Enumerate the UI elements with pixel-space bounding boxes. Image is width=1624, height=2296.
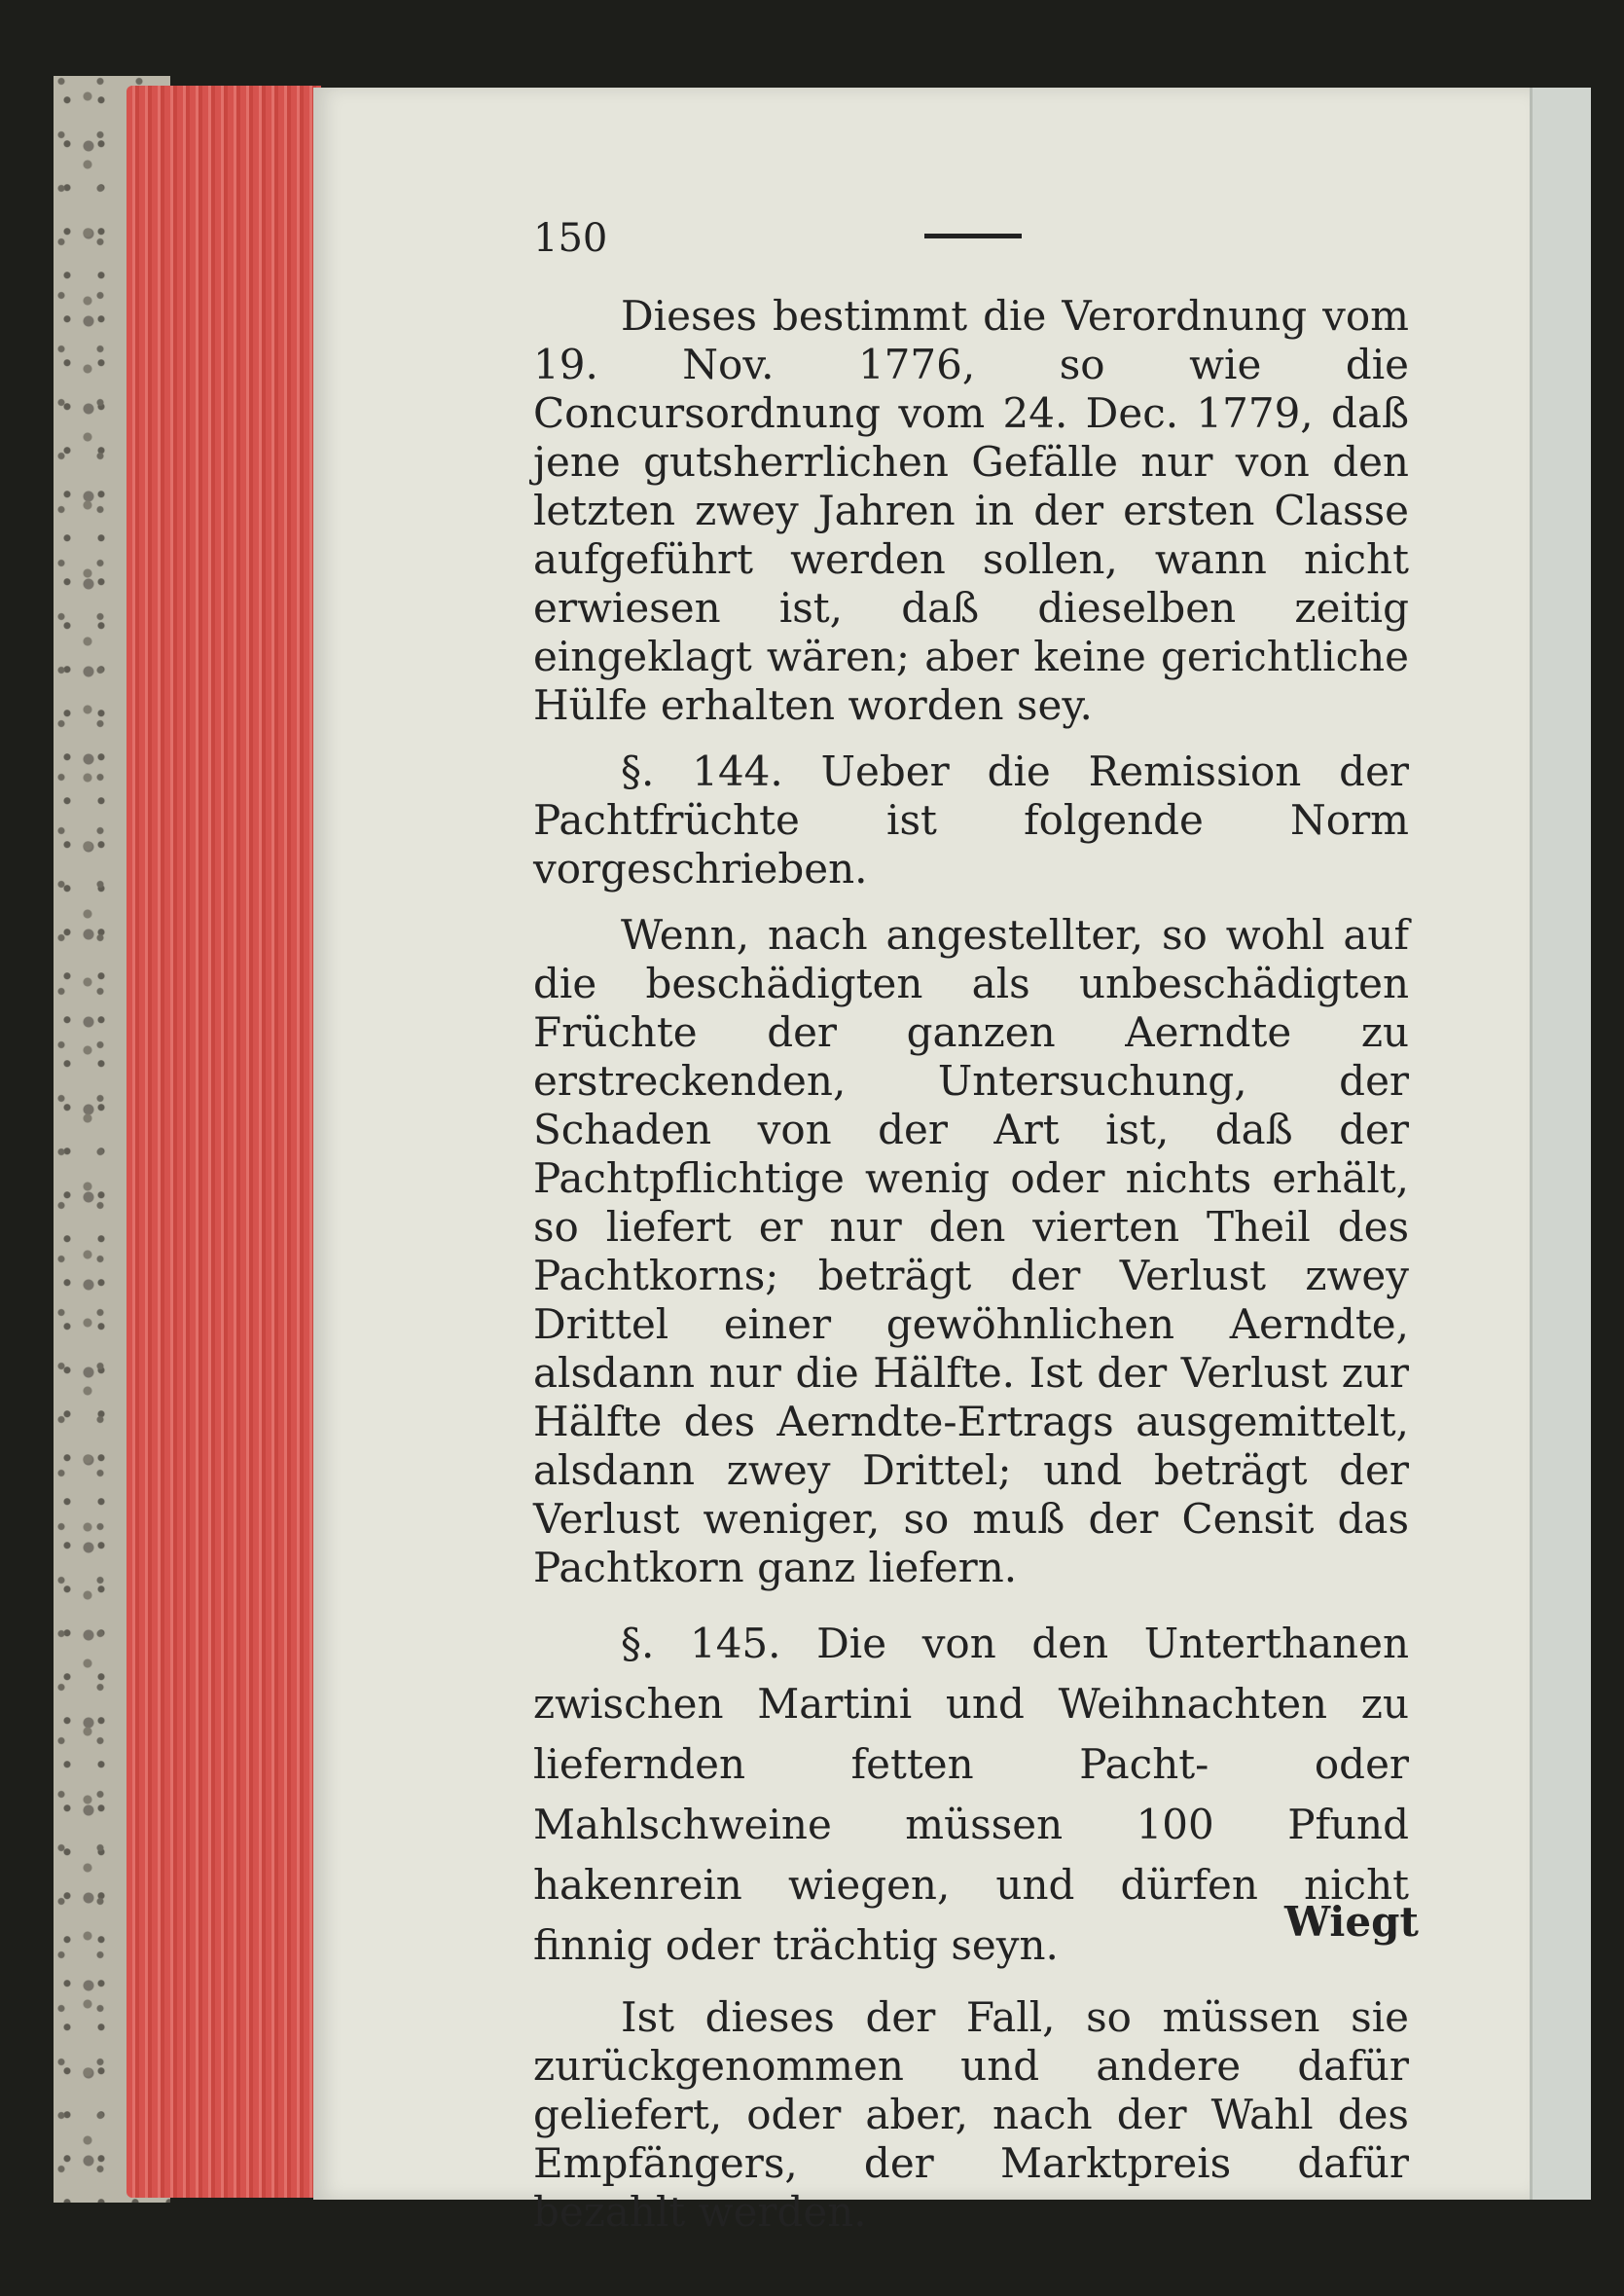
catchword: Wiegt [1284,1898,1419,1946]
facing-page-edge [1530,88,1591,2200]
paragraph: Wenn, nach angestellter, so wohl auf die beschädigten als unbeschädigten Früchte der ganzen Aerndte zu erstreckenden, Untersuchung, der Schaden von der Art ist, daß der Pachtpflichtige wenig oder nichts erhält, so liefert er nur den vierten Theil des Pachtkorns; beträgt der Verlust zwey Drittel einer gewöhnlichen Aerndte, alsdann nur die Hälfte. Ist der Verlust zur Hälfte des Aerndte-Ertrags ausgemittelt, alsdann zwey Drittel; und beträgt der Verlust weniger, so muß der Censit das Pachtkorn ganz liefern. [533,911,1409,1591]
header-rule [924,234,1022,238]
paragraph: Ist dieses der Fall, so müssen sie zurückgenommen und andere dafür geliefert, oder aber, nach der Wahl des Empfängers, der Marktpreis dafür bezahlt werden. [533,1993,1409,2236]
paragraph: Dieses bestimmt die Verordnung vom 19. Nov. 1776, so wie die Concursordnung vom 24. Dec. 1779, daß jene gutsherrlichen Gefälle nur von den letzten zwey Jahren in der ersten Classe aufgeführt werden sollen, wann nicht erwiesen ist, daß dieselben zeitig eingeklagt wären; aber keine gerichtliche Hülfe erhalten worden sey. [533,292,1409,729]
page-number: 150 [533,216,608,261]
paragraph-section-144: §. 144. Ueber die Remission der Pachtfrüchte ist folgende Norm vorgeschrieben. [533,747,1409,893]
paragraph-section-145: §. 145. Die von den Unterthanen zwischen Martini und Weihnachten zu liefernden fetten Pacht- oder Mahlschweine müssen 100 Pfund hakenrein wiegen, und dürfen nicht finnig oder trächtig seyn. [533,1620,1409,1969]
red-page-edges [126,86,321,2198]
page-text [533,292,1409,2254]
